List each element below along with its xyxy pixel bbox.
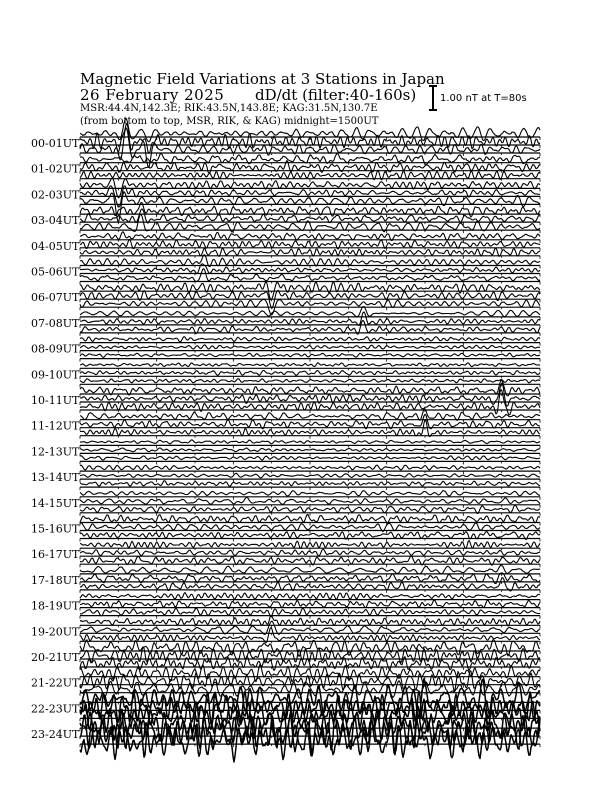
chart-quantity: dD/dt (filter:40-160s) [255,86,417,104]
row-label: 19-20UT [31,625,80,639]
row-label: 13-14UT [31,471,80,485]
row-label: 12-13UT [31,445,80,459]
trace-KAG [80,440,540,444]
trace-KAG [80,593,540,600]
row-label: 10-11UT [31,394,80,407]
chart-date: 26 February 2025 [80,86,225,104]
row-label: 09-10UT [31,368,80,382]
row-label: 23-24UT [31,728,80,742]
row-15-16UT [31,515,540,542]
row-label: 08-09UT [31,342,80,356]
row-label: 16-17UT [31,548,80,562]
row-label: 11-12UT [31,419,80,433]
row-01-02UT [31,153,540,182]
row-label: 20-21UT [31,651,80,664]
trace-KAG [80,491,540,496]
row-18-19UT [31,593,540,619]
row-label: 03-04UT [31,214,80,228]
row-09-10UT [31,363,540,388]
row-label: 01-02UT [31,162,80,176]
row-label: 04-05UT [31,239,80,253]
row-04-05UT [31,232,540,259]
row-label: 02-03UT [31,188,80,202]
row-14-15UT [31,491,540,516]
row-label: 07-08UT [31,316,80,330]
chart-title: Magnetic Field Variations at 3 Stations in Japan [80,70,445,88]
trace-KAG [80,337,540,342]
trace-MSR [80,379,540,383]
trace-KAG [80,541,540,549]
row-05-06UT [31,255,540,285]
trace-MSR [80,248,540,256]
trace-KAG [80,465,540,470]
row-06-07UT [31,282,540,315]
row-07-08UT [31,307,540,336]
row-08-09UT [31,337,540,362]
row-label: 21-22UT [31,676,80,690]
row-label: 17-18UT [31,573,80,587]
row-17-18UT [31,565,540,593]
trace-KAG [80,363,540,367]
station-coordinates: MSR:44.4N,142.3E; RIK:43.5N,143.8E; KAG:31.5N,130.7E [80,103,378,114]
row-13-14UT [31,465,540,490]
row-19-20UT [31,615,540,644]
scale-label: 1.00 nT at T=80s [440,93,527,104]
row-20-21UT [31,640,540,671]
station-order-note: (from bottom to top, MSR, RIK, & KAG) midnight=1500UT [80,116,379,127]
row-label: 14-15UT [31,496,80,510]
row-16-17UT [31,541,540,568]
row-label: 05-06UT [31,265,80,279]
row-12-13UT [31,440,540,465]
row-label: 06-07UT [31,291,80,305]
row-label: 22-23UT [31,702,80,716]
row-label: 00-01UT [31,137,80,150]
trace-RIK [80,345,540,349]
row-label: 18-19UT [31,599,80,613]
trace-MSR [80,353,540,357]
row-label: 15-16UT [31,522,80,536]
trace-RIK [80,448,540,452]
row-11-12UT [31,409,540,439]
